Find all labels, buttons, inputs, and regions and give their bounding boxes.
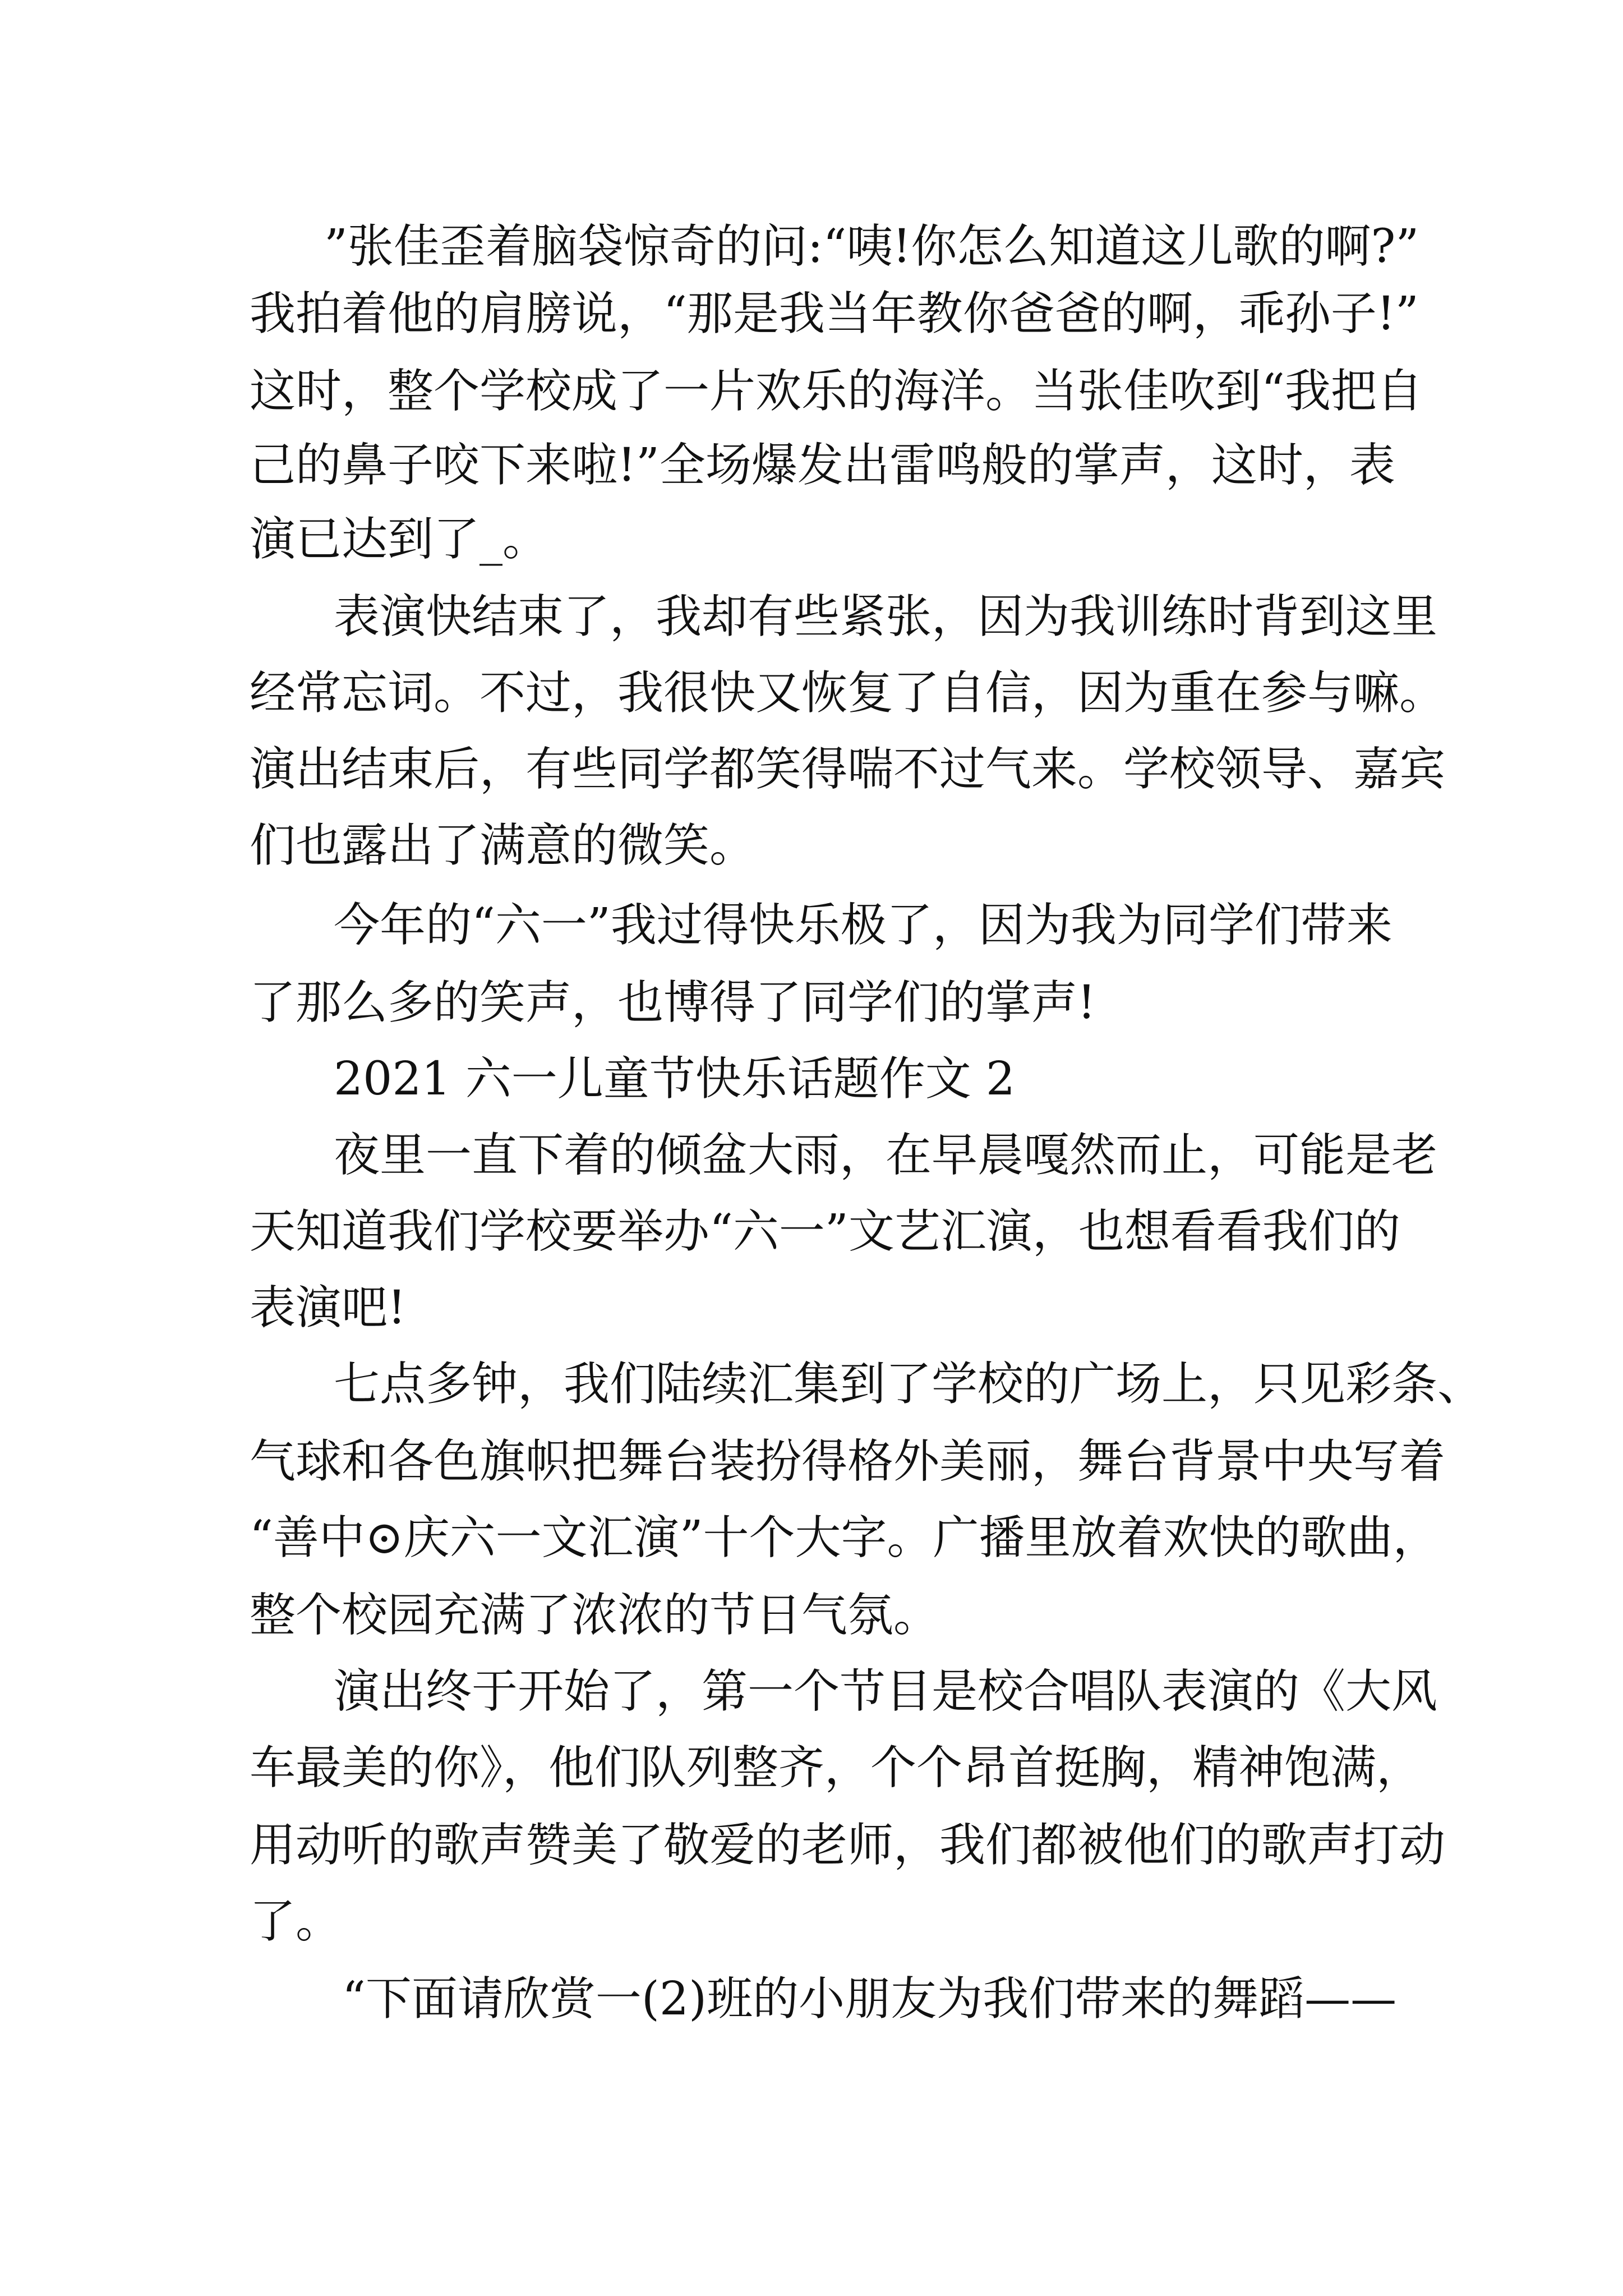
text-line: 我拍着他的肩膀说，“那是我当年教你爸爸的啊，乖孙子!” <box>250 287 1419 341</box>
text-line: 己的鼻子咬下来啦!”全场爆发出雷鸣般的掌声，这时，表 <box>250 439 1395 492</box>
text-line: 了。 <box>250 1895 342 1948</box>
text-line: 们也露出了满意的微笑。 <box>250 819 756 872</box>
text-line: 整个校园充满了浓浓的节日气氛。 <box>250 1589 940 1642</box>
text-line: 车最美的你》，他们队列整齐，个个昂首挺胸，精神饱满， <box>250 1741 1423 1795</box>
section-heading: 2021 六一儿童节快乐话题作文 2 <box>334 1052 1015 1106</box>
text-line: 今年的“六一”我过得快乐极了，因为我为同学们带来 <box>334 899 1393 952</box>
text-line: “善中⊙庆六一文汇演”十个大字。广播里放着欢快的歌曲， <box>250 1511 1439 1565</box>
text-line: 经常忘词。不过，我很快又恢复了自信，因为重在参与嘛。 <box>250 666 1446 720</box>
text-line: ”张佳歪着脑袋惊奇的问:“咦!你怎么知道这儿歌的啊?” <box>324 220 1419 273</box>
text-line: 用动听的歌声赞美了敬爱的老师，我们都被他们的歌声打动 <box>250 1819 1446 1872</box>
text-line: 表演快结束了，我却有些紧张，因为我训练时背到这里 <box>334 590 1438 643</box>
text-line: 演出终于开始了，第一个节目是校合唱队表演的《大风 <box>334 1665 1438 1718</box>
text-line: 演出结束后，有些同学都笑得喘不过气来。学校领导、嘉宾 <box>250 743 1446 796</box>
text-line: 夜里一直下着的倾盆大雨，在早晨嘎然而止，可能是老 <box>334 1129 1438 1182</box>
text-line: 了那么多的笑声，也博得了同学们的掌声! <box>250 976 1096 1029</box>
text-line: 天知道我们学校要举办“六一”文艺汇演，也想看看我们的 <box>250 1205 1400 1258</box>
text-line: 这时，整个学校成了一片欢乐的海洋。当张佳吹到“我把自 <box>250 365 1423 418</box>
text-line: 七点多钟，我们陆续汇集到了学校的广场上，只见彩条、 <box>334 1358 1484 1411</box>
text-line: 表演吧! <box>250 1281 406 1335</box>
text-line: “下面请欣赏一(2)班的小朋友为我们带来的舞蹈—— <box>342 1972 1397 2026</box>
text-line: 演已达到了_。 <box>250 513 549 566</box>
text-line: 气球和各色旗帜把舞台装扮得格外美丽，舞台背景中央写着 <box>250 1435 1446 1488</box>
